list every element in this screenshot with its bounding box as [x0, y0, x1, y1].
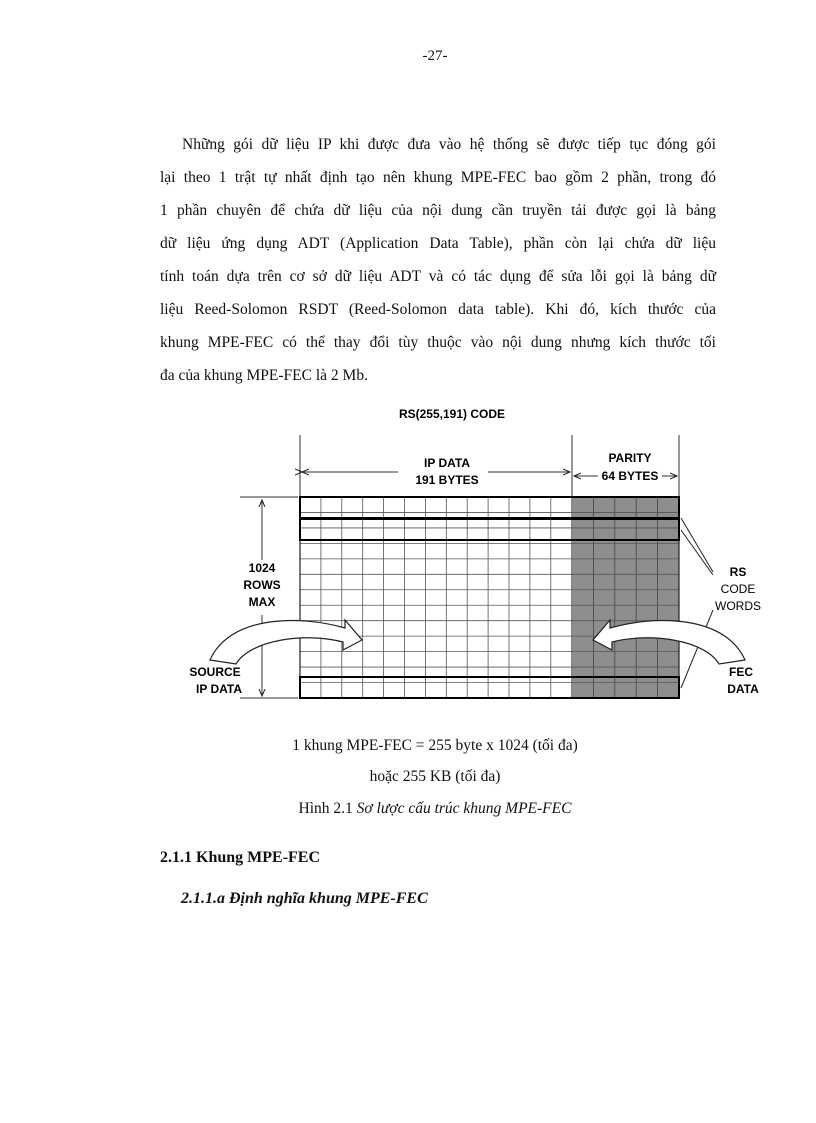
- source-curved-arrow: [210, 620, 362, 664]
- page-number: -27-: [422, 48, 448, 64]
- paragraph-line: tính toán dựa trên cơ sở dữ liệu ADT và có tác dụng để sửa lỗi gọi là bảng dữ: [160, 268, 716, 285]
- fec-label: FEC: [729, 665, 753, 679]
- ip-data-bytes-label: 191 BYTES: [415, 473, 479, 487]
- figure-caption-prefix: Hình 2.1: [298, 800, 357, 817]
- parity-bytes-label: 64 BYTES: [601, 469, 659, 483]
- words-label: WORDS: [715, 599, 761, 613]
- code-label: CODE: [720, 582, 756, 596]
- paragraph-line: dữ liệu ứng dụng ADT (Application Data Table), phần còn lại chứa dữ liệu: [160, 235, 716, 252]
- paragraph-line: liệu Reed-Solomon RSDT (Reed-Solomon data table). Khi đó, kích thước của: [160, 301, 716, 318]
- rows-label: ROWS: [243, 578, 281, 592]
- subsection-heading: 2.1.1.a Định nghĩa khung MPE-FEC: [181, 890, 428, 907]
- paragraph-line: khung MPE-FEC có thể thay đổi tùy thuộc vào nội dung nhưng kích thước tối: [160, 334, 716, 351]
- paragraph-line: đa của khung MPE-FEC là 2 Mb.: [160, 367, 368, 384]
- parity-region: [572, 497, 679, 698]
- figure-title: RS(255,191) CODE: [398, 407, 506, 421]
- ip-data-label: IP DATA: [423, 456, 471, 470]
- paragraph-line: 1 phần chuyên để chứa dữ liệu của nội dung cần truyền tải được gọi là bảng: [160, 202, 716, 219]
- fec-data-label: DATA: [727, 682, 759, 696]
- source-ip-data-label: IP DATA: [195, 682, 243, 696]
- figure-caption: [0, 800, 816, 818]
- rows-max-label: MAX: [248, 595, 276, 609]
- paragraph-line: Những gói dữ liệu IP khi được đưa vào hệ thống sẽ được tiếp tục đóng gói: [182, 136, 716, 153]
- parity-label: PARITY: [608, 451, 652, 465]
- section-heading: 2.1.1 Khung MPE-FEC: [160, 849, 321, 866]
- figure-caption-title: Sơ lược cấu trúc khung MPE-FEC: [356, 800, 572, 817]
- caption-line-2: hoặc 255 KB (tối đa): [369, 768, 501, 785]
- paragraph-line: lại theo 1 trật tự nhất định tạo nên khung MPE-FEC bao gồm 2 phần, trong đó: [160, 169, 716, 186]
- rows-count-label: 1024: [248, 561, 276, 575]
- caption-line-1: 1 khung MPE-FEC = 255 byte x 1024 (tối đa): [292, 737, 578, 754]
- rs-label: RS: [729, 565, 747, 579]
- source-label: SOURCE: [189, 665, 241, 679]
